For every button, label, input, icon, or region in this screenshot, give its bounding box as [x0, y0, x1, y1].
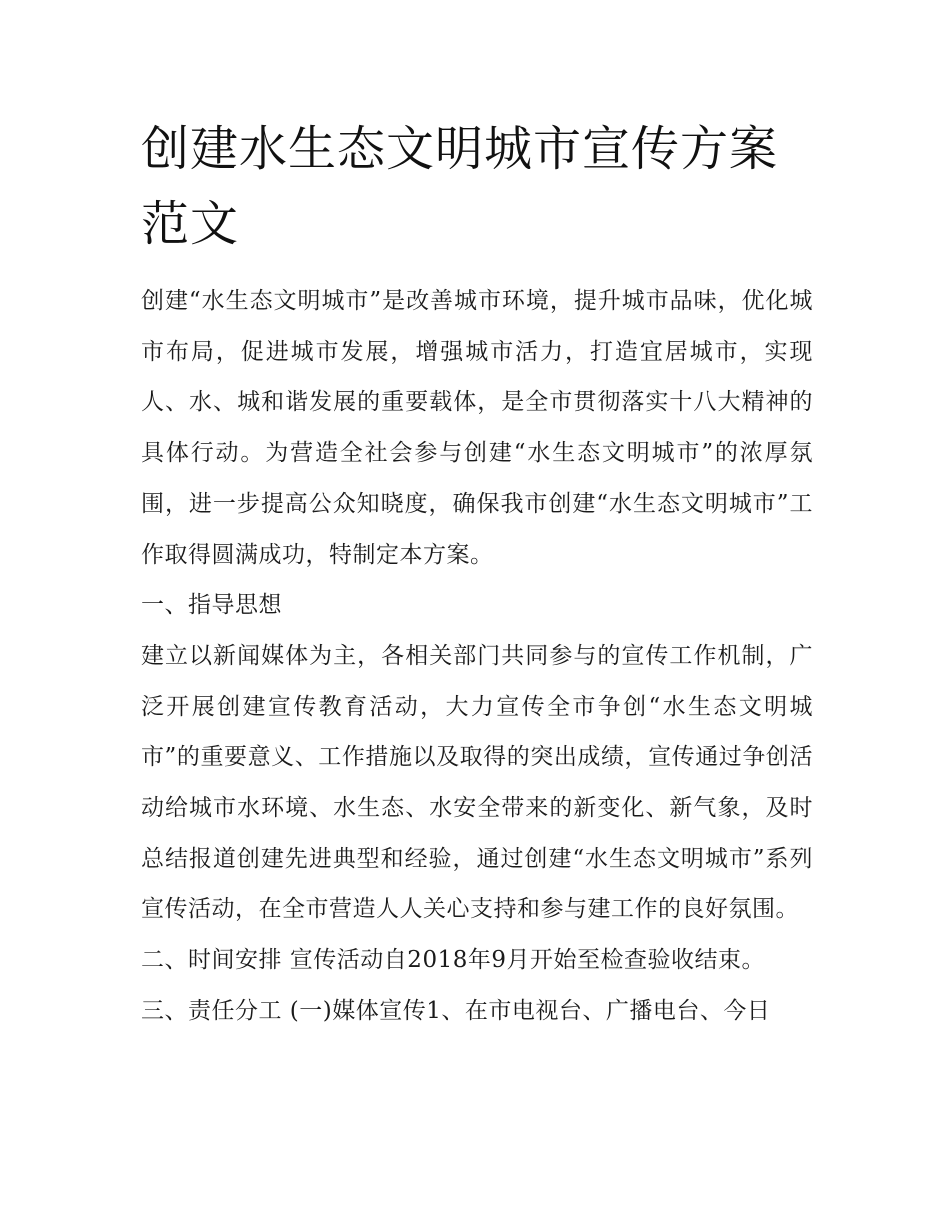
schedule-line: 二、时间安排 宣传活动自2018年9月开始至检查验收结束。: [141, 947, 765, 974]
intro-paragraph: 创建“水生态文明城市”是改善城市环境，提升城市品味，优化城市布局，促进城市发展，增强城市活力，打造宜居城市，实现人、水、城和谐发展的重要载体，是全市贯彻落实十八大精神的具体行动。为营造全社会参与创建“水生态文明城市”的浓厚氛围，进一步提高公众知晓度，确保我市创建“水生态文明城市”工作取得圆满成功，特制定本方案。: [141, 288, 813, 568]
section-heading-guiding-ideology: 一、指导思想: [141, 592, 282, 619]
document-body: [141, 112, 813, 1037]
document-title: 创建水生态文明城市宣传方案范文: [141, 121, 779, 252]
guiding-ideology-paragraph: 建立以新闻媒体为主，各相关部门共同参与的宣传工作机制，广泛开展创建宣传教育活动，大力宣传全市争创“水生态文明城市”的重要意义、工作措施以及取得的突出成绩，宣传通过争创活动给城市水环境、水生态、水安全带来的新变化、新气象，及时总结报道创建先进典型和经验，通过创建“水生态文明城市”系列宣传活动，在全市营造人人关心支持和参与建工作的良好氛围。: [141, 642, 813, 923]
responsibility-line: 三、责任分工 (一)媒体宣传1、在市电视台、广播电台、今日: [141, 997, 771, 1024]
